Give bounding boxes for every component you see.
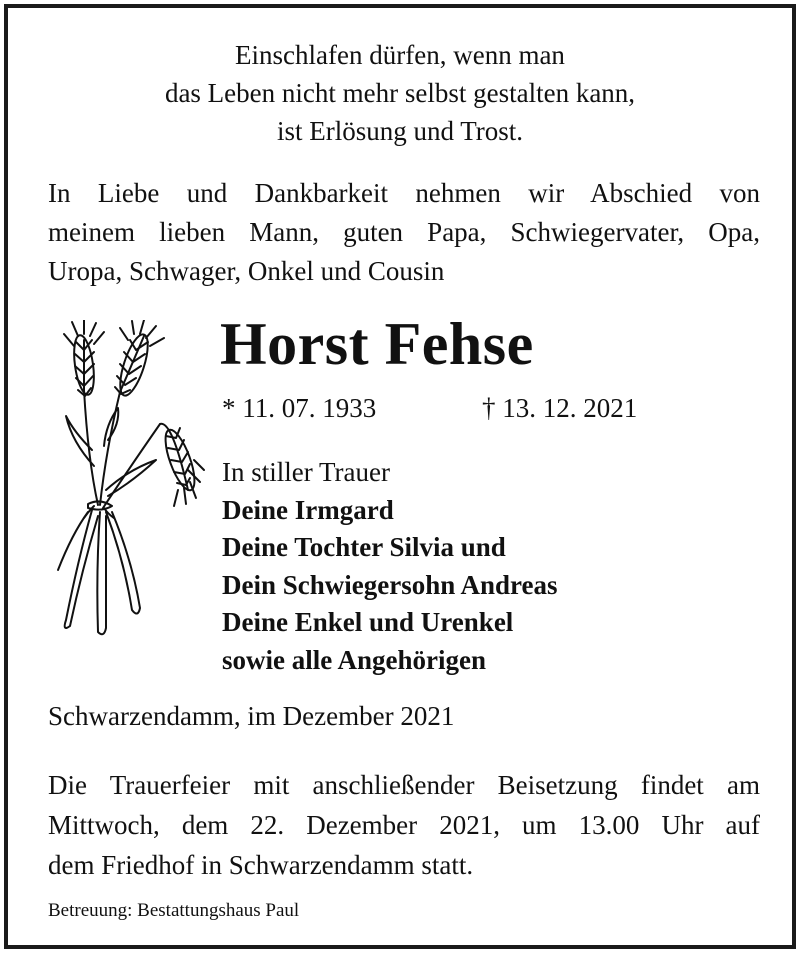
service-line: Mittwoch, dem 22. Dezember 2021, um 13.00 Uhr auf <box>48 810 760 840</box>
funeral-home-credit: Betreuung: Bestattungshaus Paul <box>48 900 300 921</box>
intro-text <box>48 174 760 291</box>
service-line: Die Trauerfeier mit anschließender Beisetzung findet am <box>48 770 760 800</box>
deceased-name: Horst Fehse <box>220 311 534 377</box>
place-date: Schwarzendamm, im Dezember 2021 <box>48 701 455 731</box>
intro-line: meinem lieben Mann, guten Papa, Schwiegervater, Opa, <box>48 217 760 247</box>
birth-date: * 11. 07. 1933 <box>222 393 377 423</box>
mourners-list <box>222 454 558 679</box>
poem-line: Einschlafen dürfen, wenn man <box>235 40 565 70</box>
poem-line: ist Erlösung und Trost. <box>276 116 524 146</box>
service-line: dem Friedhof in Schwarzendamm statt. <box>48 850 474 880</box>
mourner-name: Deine Enkel und Urenkel <box>222 607 514 637</box>
intro-line: In Liebe und Dankbarkeit nehmen wir Abschied von <box>48 178 760 208</box>
mourner-name: Deine Irmgard <box>222 494 394 525</box>
service-info <box>48 765 760 885</box>
death-date: † 13. 12. 2021 <box>482 393 638 423</box>
mourning-heading: In stiller Trauer <box>222 457 390 487</box>
poem-line: das Leben nicht mehr selbst gestalten kann, <box>164 78 636 108</box>
mourner-name: Dein Schwiegersohn Andreas <box>222 569 558 600</box>
mourner-name: sowie alle Angehörigen <box>222 644 486 675</box>
wheat-ears-icon <box>48 320 208 640</box>
poem <box>8 36 792 150</box>
intro-line: Uropa, Schwager, Onkel und Cousin <box>48 256 445 286</box>
obituary-notice <box>4 4 796 949</box>
mourner-name: Deine Tochter Silvia und <box>222 532 506 562</box>
